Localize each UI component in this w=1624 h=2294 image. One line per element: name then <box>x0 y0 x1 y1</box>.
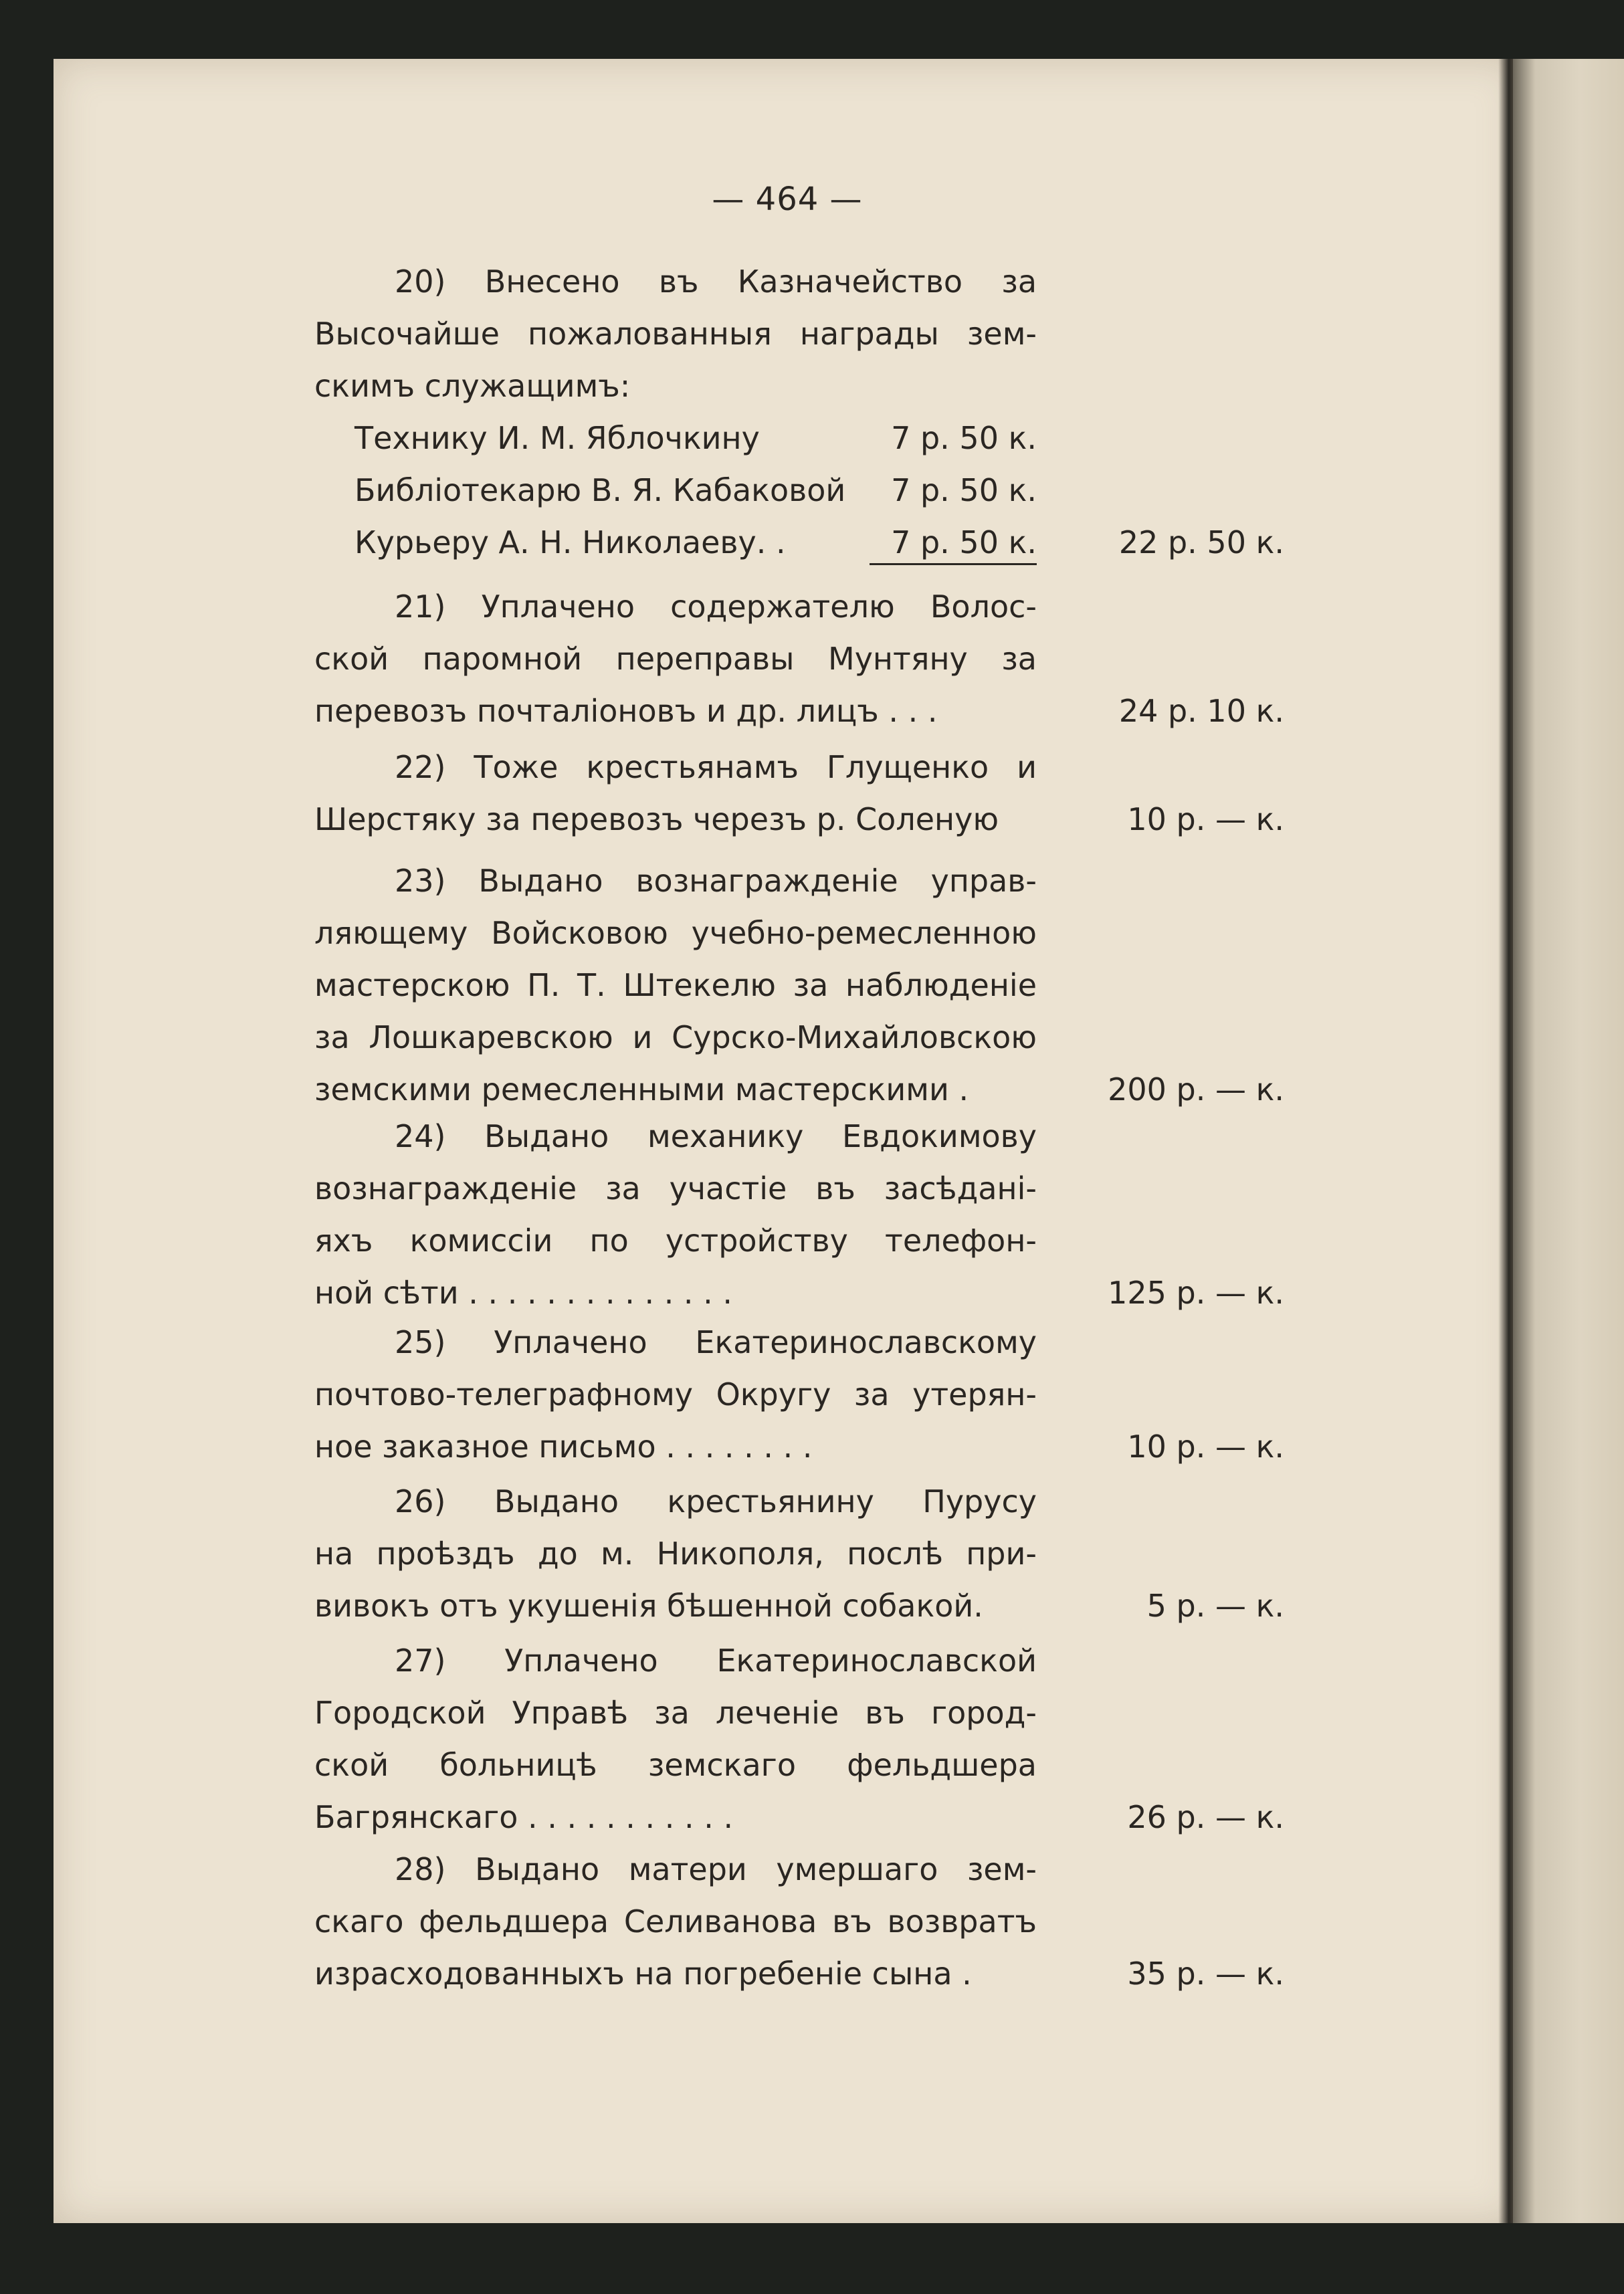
entry-26-line-1: 26) Выдано крестьянину Пурусу <box>395 1483 1037 1520</box>
entry-25-line-2: почтово-телеграфному Округу за утерян- <box>314 1376 1037 1413</box>
entry-27-line-1: 27) Уплачено Екатеринославской <box>395 1643 1037 1679</box>
entry-25-amount: 10 р. — к. <box>1127 1429 1284 1465</box>
entry-28-line-2: скаго фельдшера Селиванова въ возвратъ <box>314 1903 1037 1940</box>
entry-24-line-4: ной сѣти . . . . . . . . . . . . . . <box>314 1275 733 1311</box>
entry-20-amount: 22 р. 50 к. <box>1118 524 1284 560</box>
entry-25-line-1: 25) Уплачено Екатеринославскому <box>395 1324 1037 1360</box>
entry-28-amount: 35 р. — к. <box>1127 1956 1284 1992</box>
entry-24-amount: 125 р. — к. <box>1108 1275 1284 1311</box>
entry-21-line-1: 21) Уплачено содержателю Волос- <box>395 589 1037 625</box>
subtotal-rule <box>870 563 1037 565</box>
entry-21-line-2: ской паромной переправы Мунтяну за <box>314 641 1037 677</box>
entry-21-amount: 24 р. 10 к. <box>1118 693 1284 729</box>
entry-23-line-3: мастерскою П. Т. Штекелю за наблюденіе <box>314 967 1037 1003</box>
entry-20-line-3: скимъ служащимъ: <box>314 368 631 404</box>
entry-24-line-2: вознагражденіе за участіе въ засѣданi- <box>314 1170 1037 1207</box>
entry-27-line-4: Багрянскаго . . . . . . . . . . . <box>314 1799 734 1835</box>
entry-23-line-5: земскими ремесленными мастерскими . <box>314 1071 969 1108</box>
entry-28-line-1: 28) Выдано матери умершаго зем- <box>395 1851 1037 1887</box>
entry-24-line-3: яхъ комиссіи по устройству телефон- <box>314 1223 1037 1259</box>
entry-23-line-2: ляющему Войсковою учебно-ремесленною <box>314 915 1037 951</box>
entry-21-line-3: перевозъ почталіоновъ и др. лицъ . . . <box>314 693 938 729</box>
entry-27-amount: 26 р. — к. <box>1127 1799 1284 1835</box>
entry-23-amount: 200 р. — к. <box>1108 1071 1284 1108</box>
entry-20-line-2: Высочайше пожалованныя награды зем- <box>314 316 1037 352</box>
entry-26-line-2: на проѣздъ до м. Никополя, послѣ при- <box>314 1536 1037 1572</box>
entry-22-amount: 10 р. — к. <box>1127 801 1284 837</box>
entry-25-line-3: ное заказное письмо . . . . . . . . <box>314 1429 813 1465</box>
facing-page-edge <box>1513 59 1624 2223</box>
entry-22-line-2: Шерстяку за перевозъ черезъ р. Соленую <box>314 801 999 837</box>
entry-23-line-4: за Лошкаревскою и Сурско-Михайловскою <box>314 1019 1037 1055</box>
entry-24-line-1: 24) Выдано механику Евдокимову <box>395 1118 1037 1154</box>
entry-22-line-1: 22) Тоже крестьянамъ Глущенко и <box>395 749 1037 785</box>
entry-23-line-1: 23) Выдано вознагражденіе управ- <box>395 863 1037 899</box>
entry-28-line-3: израсходованныхъ на погребеніе сына . <box>314 1956 972 1992</box>
entry-26-line-3: вивокъ отъ укушенія бѣшенной собакой. <box>314 1588 983 1624</box>
entry-27-line-3: ской больницѣ земскаго фельдшера <box>314 1747 1037 1783</box>
page-number: — 464 — <box>712 181 863 218</box>
entry-20-line-1: 20) Внесено въ Казначейство за <box>395 264 1037 300</box>
entry-26-amount: 5 р. — к. <box>1146 1588 1284 1624</box>
entry-27-line-2: Городской Управѣ за леченіе въ город- <box>314 1695 1037 1731</box>
